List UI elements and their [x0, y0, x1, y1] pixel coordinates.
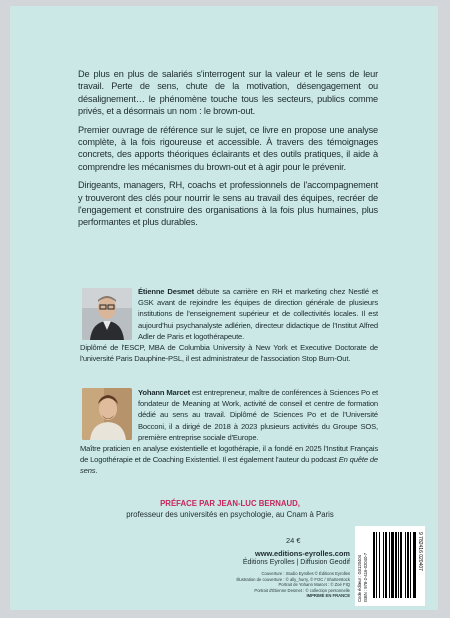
author-2-bio-full	[80, 443, 378, 477]
author-1-bio-full: Diplômé de l'ESCP, MBA de Columbia University à New York et Executive Doctorate de l'université Paris Dauphine-PSL, il est administrateur de l'association Stop Burn-Out.	[80, 343, 378, 364]
preface-title: PRÉFACE PAR JEAN-LUC BERNAUD,	[160, 499, 300, 508]
intro-paragraph-3: Dirigeants, managers, RH, coachs et professionnels de l'accompagnement y trouveront des clés pour nourrir le sens au travail des équipes, recréer de l'engagement et construire des organisations à la fois plus humaines, plus performantes et plus durables.	[78, 180, 378, 228]
intro-paragraph-1: De plus en plus de salariés s'interrogent sur la valeur et le sens de leur travail. Perte de sens, chute de la motivation, désengagement ou désalignement… le phénomène touche tous les secteurs, publics comme privés, et a désormais un nom : le brown-out.	[78, 69, 378, 117]
author-1-bio-text: débute sa carrière en RH et marketing chez Nestlé et GSK avant de rejoindre les équipes de direction générale de plusieurs institutions de l'enseignement supérieur et de collectivités locales. Il est aujourd'hui psychanalyste adlérien, directeur didactique de l'Institut Alfred Adler de Paris et logothérapeute.	[138, 287, 378, 341]
preface-block	[80, 498, 380, 520]
barcode-bar	[410, 532, 411, 598]
barcode-bar	[400, 532, 402, 598]
credit-line: Portrait d'Étienne Desmet : © collection personnelle	[254, 587, 350, 593]
author-1-bio-top	[138, 286, 378, 342]
barcode-bar	[385, 532, 387, 598]
preface-subtitle: professeur des universités en psychologie, au Cnam à Paris	[126, 510, 334, 519]
barcode-bar	[391, 532, 394, 598]
author-2-bio-full-end: .	[95, 466, 98, 476]
author-2-name: Yohann Marcet	[138, 388, 190, 397]
barcode-bars	[373, 532, 413, 598]
barcode-bar	[405, 532, 406, 598]
author-2-bio-top	[138, 387, 378, 443]
book-back-cover	[10, 6, 438, 610]
author-2-bio-full-text: Maître praticien en analyse existentielle et logothérapie, il a fondé en 2025 l'Institut Français de Logothérapie et de Coaching Existentiel. Il est également l'auteur du podcast	[80, 444, 378, 465]
barcode-side-text	[357, 530, 369, 602]
barcode-bar	[373, 532, 375, 598]
credit-line: Couverture : Studio Eyrolles © Éditions Eyrolles	[261, 571, 350, 576]
publisher-website: www.editions-eyrolles.com	[254, 549, 350, 558]
barcode-bar	[398, 532, 399, 598]
podcast-title: En quête de sens	[80, 455, 379, 476]
isbn-text: ISBN : 978-2-416-02040-7	[363, 552, 368, 602]
barcode-bar	[376, 532, 377, 598]
barcode-bar	[379, 532, 380, 598]
intro-paragraph-2: Premier ouvrage de référence sur le sujet, ce livre en propose une analyse complète, à la fois rigoureuse et accessible. À travers des témoignages concrets, des apports théoriques éclairants et des outils pratiques, il aide à comprendre les mécanismes du brown-out et à agir pour le prévenir.	[78, 124, 378, 172]
editor-code: Code éditeur : G0120404	[357, 554, 362, 602]
credits-block	[215, 571, 350, 599]
publisher-name: Éditions Eyrolles | Diffusion Geodif	[242, 559, 350, 566]
credit-line: Portrait de Yohann Marcet : © Zoé FIQ	[278, 582, 350, 588]
barcode-digits	[415, 532, 423, 600]
barcode-bar	[407, 532, 409, 598]
credit-line: Illustration de couverture : © ally_hurry, © FOC / Shutterstock	[236, 576, 350, 582]
author-1-name: Étienne Desmet	[138, 287, 194, 296]
barcode-bar	[383, 532, 384, 598]
author-portrait-etienne-desmet	[82, 288, 132, 340]
printed-in-france: IMPRIMÉ EN FRANCE	[306, 593, 350, 599]
barcode-bar	[395, 532, 397, 598]
author-portrait-yohann-marcet	[82, 388, 132, 440]
isbn-digits-text: 9 782416 020407	[417, 532, 423, 571]
author-2-bio-text: est entrepreneur, maître de conférences à Sciences Po et fondateur de Meaning at Work, activité de conseil et centre de formation dédié au sens au travail. Diplômé de Sciences Po et de l'Université Bocconi, il a dirigé de 2018 à 2023 plusieurs activités du Groupe SOS, première entreprise sociale d'Europe.	[138, 388, 378, 442]
price: 24 €	[286, 536, 301, 545]
barcode	[355, 526, 425, 606]
barcode-bar	[389, 532, 390, 598]
publisher-block	[228, 549, 350, 567]
intro-text	[78, 68, 378, 235]
